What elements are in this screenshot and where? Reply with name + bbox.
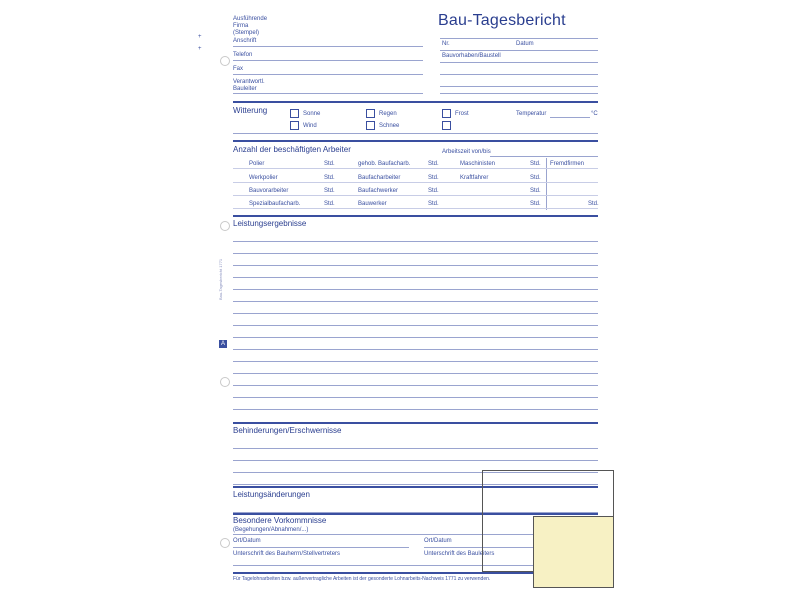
fremdfirmen-label: Fremdfirmen (550, 161, 585, 167)
behinderungen-heading: Behinderungen/Erschwernisse (233, 426, 342, 435)
checkbox-label: Sonne (303, 111, 321, 117)
worker-label: gehob. Baufacharb. (358, 161, 411, 167)
header-label: Anschrift (233, 38, 257, 44)
sonne-checkbox[interactable] (290, 109, 299, 118)
witterung-heading: Witterung (233, 106, 268, 115)
std-label: Std. (324, 161, 335, 167)
header-label: Fax (233, 66, 244, 72)
checkbox-label: Regen (379, 111, 397, 117)
ort-datum-label: Ort/Datum (424, 538, 452, 544)
fold-mark: + (198, 46, 202, 52)
punch-hole (220, 221, 230, 231)
bauvorhaben-label: Bauvorhaben/Baustell (442, 53, 501, 59)
std-label: Std. (588, 201, 599, 207)
std-label: Std. (324, 201, 335, 207)
side-text: Bau-Tagesbericht 1771 (218, 258, 223, 300)
std-label: Std. (428, 188, 439, 194)
checkbox-label: Schnee (379, 123, 400, 129)
ort-datum-label: Ort/Datum (233, 538, 261, 544)
vorkommnisse-heading: Besondere Vorkommnisse (233, 516, 327, 525)
schnee-checkbox[interactable] (366, 121, 375, 130)
punch-hole (220, 377, 230, 387)
extra-checkbox[interactable] (442, 121, 451, 130)
leistung-lines[interactable] (233, 230, 598, 420)
temperatur-unit: °C (591, 111, 598, 117)
worker-label: Bauwerker (358, 201, 387, 207)
header-label: Ausführende (233, 16, 268, 22)
page-title: Bau-Tagesbericht (438, 12, 566, 29)
header-label: (Stempel) (233, 30, 260, 36)
worker-label: Spezialbaufacharb. (249, 201, 301, 207)
vorkommnisse-sub: (Begehungen/Abnahmen/...) (233, 527, 309, 533)
worker-label: Bauvorarbeiter (249, 188, 289, 194)
signature-label: Unterschrift des Bauleiters (424, 551, 495, 557)
worker-label: Maschinisten (460, 161, 496, 167)
temperatur-label: Temperatur (516, 111, 547, 117)
frost-checkbox[interactable] (442, 109, 451, 118)
checkbox-label: Wind (303, 123, 317, 129)
std-label: Std. (530, 201, 541, 207)
arbeitszeit-label: Arbeitszeit von/bis (442, 149, 491, 155)
worker-label: Werkpolier (249, 175, 278, 181)
nr-label: Nr. (442, 41, 450, 47)
worker-label: Kraftfahrer (460, 175, 489, 181)
regen-checkbox[interactable] (366, 109, 375, 118)
fold-mark: + (198, 34, 202, 40)
worker-label: Baufachwerker (358, 188, 399, 194)
footer-note: Für Tagelohnarbeiten bzw. außervertragliche Arbeiten ist der gesonderte Lohnarbeits-Nachweis 1771 zu verwenden. (233, 576, 491, 582)
brand-logo: A (220, 341, 225, 347)
arbeiter-heading: Anzahl der beschäftigten Arbeiter (233, 145, 351, 154)
wind-checkbox[interactable] (290, 121, 299, 130)
punch-hole (220, 538, 230, 548)
punch-hole (220, 56, 230, 66)
page-corner-yellow (533, 516, 614, 588)
datum-label: Datum (516, 41, 534, 47)
std-label: Std. (530, 188, 541, 194)
checkbox-label: Frost (455, 111, 469, 117)
signature-label: Unterschrift des Bauherrn/Stellvertreters (233, 551, 341, 557)
std-label: Std. (428, 201, 439, 207)
header-label: Firma (233, 23, 249, 29)
header-label: Bauleiter (233, 86, 257, 92)
std-label: Std. (324, 175, 335, 181)
std-label: Std. (530, 175, 541, 181)
header-label: Telefon (233, 52, 253, 58)
worker-label: Baufacharbeiter (358, 175, 401, 181)
leistung-heading: Leistungsergebnisse (233, 219, 307, 228)
std-label: Std. (530, 161, 541, 167)
std-label: Std. (428, 161, 439, 167)
std-label: Std. (428, 175, 439, 181)
header-label: Verantwortl. (233, 79, 265, 85)
worker-label: Polier (249, 161, 265, 167)
std-label: Std. (324, 188, 335, 194)
leistungsaenderungen-heading: Leistungsänderungen (233, 490, 310, 499)
